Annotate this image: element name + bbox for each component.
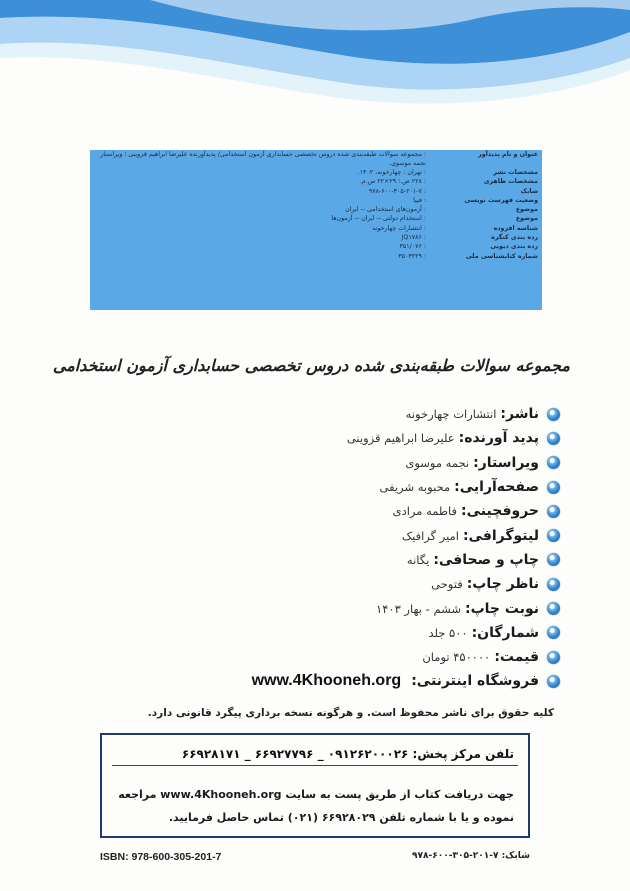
cip-value: : ۳۵۰۳۲۲۹ — [398, 252, 426, 260]
cip-value: : JQ۱۷۸۶ — [401, 234, 426, 242]
cip-value: : ۳۵۱/۰۷۶ — [399, 243, 426, 251]
cip-row — [90, 150, 542, 168]
credit-value: فاطمه مرادی — [392, 504, 458, 519]
cip-row — [90, 242, 542, 251]
credit-label: صفحه‌آرایی: — [454, 479, 539, 496]
bullet-icon — [547, 675, 560, 688]
credits-list — [140, 402, 560, 694]
cip-value: : مجموعه سوالات طبقه‌بندی شده دروس تخصصی حسابداری آزمون استخدامی/ پدیدآورنده علیرضا ابراهیم قزوینی ؛ ویراستار نجمه موسوی. — [100, 151, 426, 167]
divider-line — [112, 765, 518, 766]
cip-value: : آزمون‌های استخدامی -- ایران — [345, 206, 426, 214]
cip-label: شابک — [520, 187, 538, 195]
postal-order-line-2: نموده و یا با شماره تلفن ۶۶۹۲۸۰۲۹ (۰۲۱) تماس حاصل فرمایید. — [168, 811, 514, 824]
credit-label: شمارگان: — [471, 624, 539, 641]
cip-label: شماره کتابشناسی ملی — [465, 252, 538, 260]
credit-value: فتوحی — [431, 577, 463, 592]
credit-value: نجمه موسوی — [405, 455, 470, 470]
cip-row — [90, 252, 542, 261]
credit-item — [140, 669, 560, 693]
cip-label: مشخصات ظاهری — [483, 178, 538, 186]
credit-label: پدید آورنده: — [458, 430, 539, 447]
credit-value: امیر گرافیک — [401, 528, 459, 543]
credit-item — [140, 523, 560, 547]
credit-label: فروشگاه اینترنتی: — [411, 673, 539, 690]
decorative-wave-header — [0, 0, 630, 140]
credit-label: ناشر: — [500, 406, 539, 423]
bullet-icon — [547, 432, 560, 445]
cip-row — [90, 187, 542, 196]
cip-value: : فیپا — [413, 196, 426, 204]
bullet-icon — [547, 456, 560, 469]
cip-label: شناسه افزوده — [493, 224, 538, 232]
bullet-icon — [547, 626, 560, 639]
credit-value: ۴۵۰۰۰۰ تومان — [422, 650, 491, 665]
cip-row — [90, 168, 542, 177]
cip-row — [90, 214, 542, 223]
cip-label: وضعیت فهرست نویسی — [464, 196, 538, 204]
credit-item — [140, 499, 560, 523]
cip-label: رده بندی دیویی — [490, 243, 538, 251]
credit-value: انتشارات چهارخونه — [405, 407, 497, 422]
cip-label: موضوع — [515, 206, 538, 214]
isbn-latin: ISBN: 978-600-305-201-7 — [100, 851, 222, 863]
cip-value: : ۹۷۸-۶۰۰-۳۰۵-۲۰۱-۷ — [368, 187, 426, 195]
cip-row — [90, 224, 542, 233]
credit-label: حروفچینی: — [461, 503, 539, 520]
bullet-icon — [547, 602, 560, 615]
cip-value: : انتشارات چهارخونه — [372, 224, 426, 232]
cip-value: : استخدام دولتی -- ایران -- آزمون‌ها — [331, 215, 426, 223]
distribution-phone: تلفن مرکز پخش: ۰۹۱۲۶۲۰۰۰۲۶ _ ۶۶۹۲۷۷۹۶ _ ۶۶۹۲۸۱۷۱ — [181, 747, 514, 761]
credit-label: ویراستار: — [473, 454, 539, 471]
bullet-icon — [547, 529, 560, 542]
credit-value: علیرضا ابراهیم قزوینی — [346, 431, 455, 446]
cip-row — [90, 233, 542, 242]
distribution-info-box — [100, 733, 530, 838]
cip-row — [90, 205, 542, 214]
credit-label: ناظر چاپ: — [466, 576, 539, 593]
credit-item — [140, 475, 560, 499]
bullet-icon — [547, 578, 560, 591]
credit-item — [140, 645, 560, 669]
cip-value: : تهران : چهارخونه، ۱۴۰۲. — [357, 169, 426, 176]
cip-value: : ۲۲۸ ص.؛ ۲۹×۲۲ س.م. — [359, 178, 426, 186]
credit-value: محبوبه شریفی — [379, 480, 451, 495]
bullet-icon — [547, 553, 560, 566]
credit-label: لیتوگرافی: — [462, 527, 539, 544]
cip-label: مشخصات نشر — [493, 169, 538, 176]
credit-item — [140, 451, 560, 475]
store-website-link[interactable]: www.4Khooneh.org — [251, 672, 402, 690]
credit-item — [140, 548, 560, 572]
postal-order-line-1: جهت دریافت کتاب از طریق پست به سایت www.4Khooneh.org مراجعه — [118, 788, 514, 801]
credit-label: قیمت: — [494, 649, 539, 666]
credit-label: نوبت چاپ: — [465, 600, 539, 617]
copyright-notice: کلیه حقوق برای ناشر محفوظ است. و هرگونه نسخه برداری پیگرد قانونی دارد. — [147, 707, 554, 719]
isbn-persian: شابک: ۷-۲۰۱-۳۰۵-۶۰۰-۹۷۸ — [412, 851, 530, 861]
cataloging-in-publication-box — [90, 150, 542, 310]
bullet-icon — [547, 481, 560, 494]
credit-item — [140, 426, 560, 450]
bullet-icon — [547, 408, 560, 421]
cip-row — [90, 196, 542, 205]
credit-item — [140, 402, 560, 426]
credit-item — [140, 596, 560, 620]
cip-label: رده بندی کنگره — [491, 234, 538, 242]
book-title-headline: مجموعه سوالات طبقه‌بندی شده دروس تخصصی حسابداری آزمون استخدامی — [52, 356, 570, 375]
cip-label: موضوع — [515, 215, 538, 223]
cip-label: عنوان و نام پدیدآور — [478, 151, 538, 158]
credit-item — [140, 621, 560, 645]
credit-item — [140, 572, 560, 596]
credit-value: ۵۰۰ جلد — [428, 625, 468, 640]
bullet-icon — [547, 651, 560, 664]
credit-label: چاپ و صحافی: — [433, 551, 539, 568]
credit-value: یگانه — [406, 552, 430, 567]
cip-row — [90, 177, 542, 186]
credit-value: ششم - بهار ۱۴۰۳ — [376, 601, 461, 616]
bullet-icon — [547, 505, 560, 518]
